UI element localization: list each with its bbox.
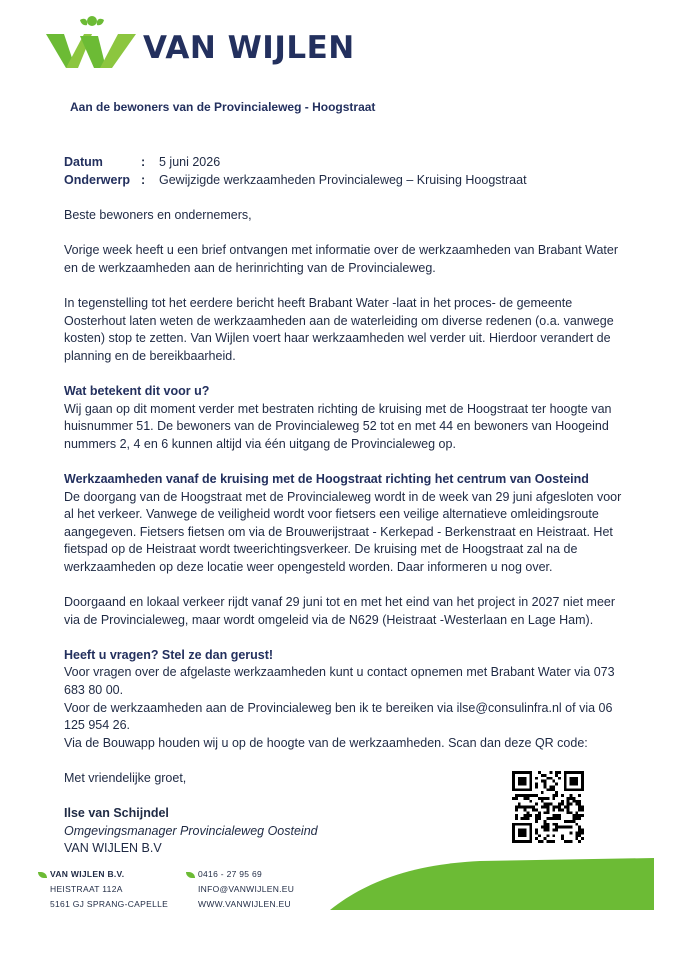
footer-company: VAN WIJLEN B.V. [50, 869, 125, 879]
paragraph-detour: Doorgaand en lokaal verkeer rijdt vanaf 29 juni tot en met het eind van het project in 2027 niet meer via de Provincialeweg, maar wordt omgeleid via de N629 (Heistraat -Westerlaan en Lage Ham). [64, 595, 616, 627]
subject-label: Onderwerp [64, 173, 130, 187]
contact-van-wijlen: Voor de werkzaamheden aan de Provincialeweg ben ik te bereiken via ilse@consulinfra.nl of via 06 125 954 26. [64, 700, 613, 733]
subject-colon: : [141, 173, 146, 187]
date-value: 5 juni 2026 [159, 155, 221, 169]
signature-block [64, 805, 318, 858]
footer-street: HEISTRAAT 112A [50, 884, 123, 894]
footer-green-shape [330, 858, 654, 910]
subject-value: Gewijzigde werkzaamheden Provincialeweg – Kruising Hoogstraat [159, 173, 527, 187]
closing: Met vriendelijke groet, [64, 771, 187, 785]
heading-works-crossing: Werkzaamheden vanaf de kruising met de Hoogstraat richting het centrum van Oosteind [64, 471, 589, 486]
paragraph-change: In tegenstelling tot het eerdere bericht heeft Brabant Water -laat in het proces- de gemeente Oosterhout laten weten de werkzaamheden aan de waterleiding om diverse redenen (o.a. vanwege kosten) stop te zetten. Van Wijlen voert haar werkzaamheden wel verder uit. Hierdoor verandert de planning en de bereikbaarheid. [64, 295, 614, 363]
footer-website[interactable]: WWW.VANWIJLEN.EU [198, 899, 291, 909]
brand-name: VAN WIJLEN [143, 30, 355, 66]
subject-row [64, 171, 527, 189]
date-label: Datum [64, 155, 103, 169]
heading-what-means: Wat betekent dit voor u? [64, 383, 210, 398]
heading-questions: Heeft u vragen? Stel ze dan gerust! [64, 647, 274, 662]
leaf-icon [186, 872, 195, 878]
footer-address [38, 867, 168, 912]
footer-contact [186, 867, 294, 912]
addressee-line: Aan de bewoners van de Provincialeweg - Hoogstraat [70, 100, 376, 114]
date-colon: : [141, 155, 146, 169]
letter-meta [64, 153, 527, 189]
paragraph-closure: De doorgang van de Hoogstraat met de Provincialeweg wordt in de week van 29 juni afgesloten voor al het verkeer. Vanwege de veiligheid wordt voor fietsers een veilige alternatieve omleidingsroute aangegeven. Fietsers fietsen om via de Brouwerijstraat - Kerkepad - Berkenstraat en Heistraat. Het fietspad op de Heistraat wordt tweerichtingsverkeer. De kruising met de Hoogstraat zal na de werkzaamheden op deze locatie weer opengesteld worden. Daar informeren u nog over. [64, 489, 622, 574]
footer-phone[interactable]: 0416 - 27 95 69 [198, 869, 263, 879]
paragraph-paving: Wij gaan op dit moment verder met bestraten richting de kruising met de Hoogstraat ter hoogte van huisnummer 51. De bewoners van de Provincialeweg 52 tot en met 44 en bewoners van Hoogeind nummers 2, 4 en 6 kunnen altijd via één uitgang de Provincialeweg op. [64, 401, 612, 451]
letter-body [64, 207, 629, 788]
signatory-company: VAN WIJLEN B.V [64, 841, 162, 856]
bouwapp-note: Via de Bouwapp houden wij u op de hoogte van de werkzaamheden. Scan dan deze QR code: [64, 735, 588, 750]
date-row [64, 153, 527, 171]
leaf-icon [38, 872, 47, 878]
paragraph-previous-letter: Vorige week heeft u een brief ontvangen met informatie over de werkzaamheden van Brabant Water en de werkzaamheden aan de herinrichting van de Provincialeweg. [64, 243, 619, 275]
footer-email[interactable]: INFO@VANWIJLEN.EU [198, 884, 295, 894]
signatory-role: Omgevingsmanager Provincialeweg Oosteind [64, 823, 318, 838]
signatory-name: Ilse van Schijndel [64, 806, 169, 820]
footer-city: 5161 GJ SPRANG-CAPELLE [50, 899, 169, 909]
greeting: Beste bewoners en ondernemers, [64, 208, 252, 222]
bouwapp-qr-code[interactable] [512, 771, 584, 843]
contact-brabant-water: Voor vragen over de afgelaste werkzaamheden kunt u contact opnemen met Brabant Water via 073 683 80 00. [64, 665, 615, 698]
